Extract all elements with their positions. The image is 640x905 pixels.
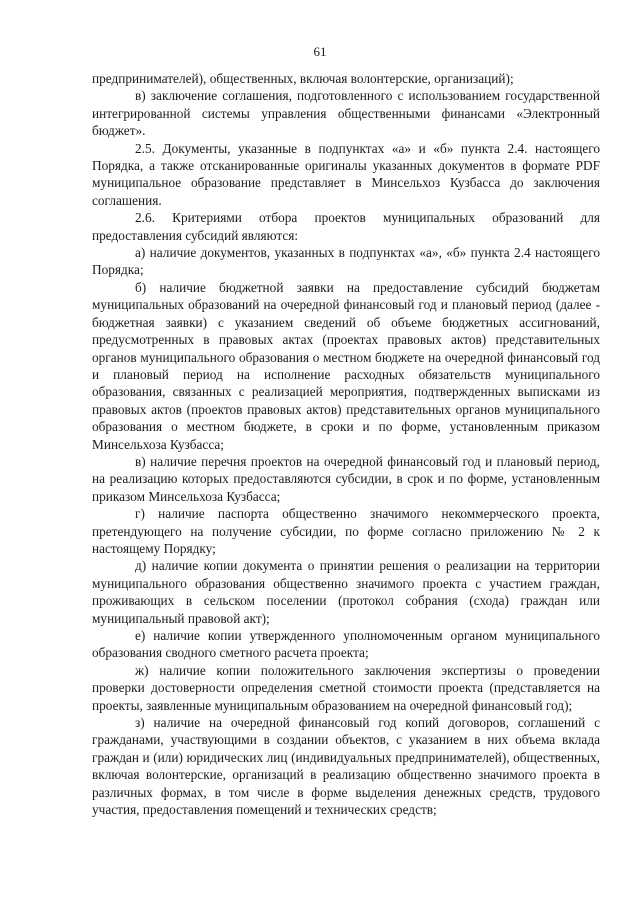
criterion-g: г) наличие паспорта общественно значимого некоммерческого проекта, претендующего на получение субсидии, по форме согласно приложению № 2 к настоящему Порядку; <box>92 506 600 556</box>
paragraph-2-5: 2.5. Документы, указанные в подпунктах «а» и «б» пункта 2.4. настоящего Порядка, а также отсканированные оригиналы указанных документов в формате PDF муниципальное образование представляет в Минсельхоз Кузбасса до заключения соглашения. <box>92 140 600 208</box>
paragraph-item-v-agreement: в) заключение соглашения, подготовленного с использованием государственной интегрированной системы управления общественными финансами «Электронный бюджет». <box>92 88 600 139</box>
paragraph-continuation: предпринимателей), общественных, включая волонтерские, организаций); <box>92 71 514 86</box>
criterion-d: д) наличие копии документа о принятии решения о реализации на территории муниципального образования общественно значимого проекта с участием граждан, проживающих в сельском поселении (протокол собрания (схода) граждан или муниципальный правовой акт); <box>92 558 600 626</box>
criterion-zh: ж) наличие копии положительного заключения экспертизы о проведении проверки достоверности определения сметной стоимости проекта (представляется на проекты, заявленные муниципальным образованием на очередной финансовый год); <box>92 662 600 713</box>
criterion-a: а) наличие документов, указанных в подпунктах «а», «б» пункта 2.4 настоящего Порядка; <box>92 245 600 278</box>
page-number: 61 <box>313 44 327 59</box>
criterion-b: б) наличие бюджетной заявки на предоставление субсидий бюджетам муниципальных образований на очередной финансовый год и плановый период (далее - бюджетная заявки) с указанием сведений об объеме бюджетных ассигнований, предусмотренных в правовых актах (проектах правовых актов) представительных органов муниципального образования о местном бюджете на очередной финансовый год и плановый период на исполнение расходных обязательств муниципального образования, связанных с реализацией мероприятия, подтвержденных выписками из правовых актов (проектов правовых актов) представительных органов муниципального образования о местном бюджете, в сроки и по форме, установленным приказом Минсельхоза Кузбасса; <box>92 279 600 452</box>
criterion-v: в) наличие перечня проектов на очередной финансовый год и плановый период, на реализацию которых предоставляются субсидии, в срок и по форме, установленным приказом Минсельхоза Кузбасса; <box>92 453 600 504</box>
criterion-z: з) наличие на очередной финансовый год копий договоров, соглашений с гражданами, участвующими в создании объектов, с указанием в них объема вклада граждан и (или) юридических лиц (индивидуальных предпринимателей), общественных, включая волонтерские, организаций в реализацию общественно значимого проекта в различных формах, в том числе в форме выделения денежных средств, трудового участия, предоставления помещений и технических средств; <box>92 715 600 818</box>
criterion-e: е) наличие копии утвержденного уполномоченным органом муниципального образования сводного сметного расчета проекта; <box>92 628 600 661</box>
paragraph-2-6: 2.6. Критериями отбора проектов муниципальных образований для предоставления субсидий являются: <box>92 210 600 243</box>
document-body <box>92 70 600 818</box>
